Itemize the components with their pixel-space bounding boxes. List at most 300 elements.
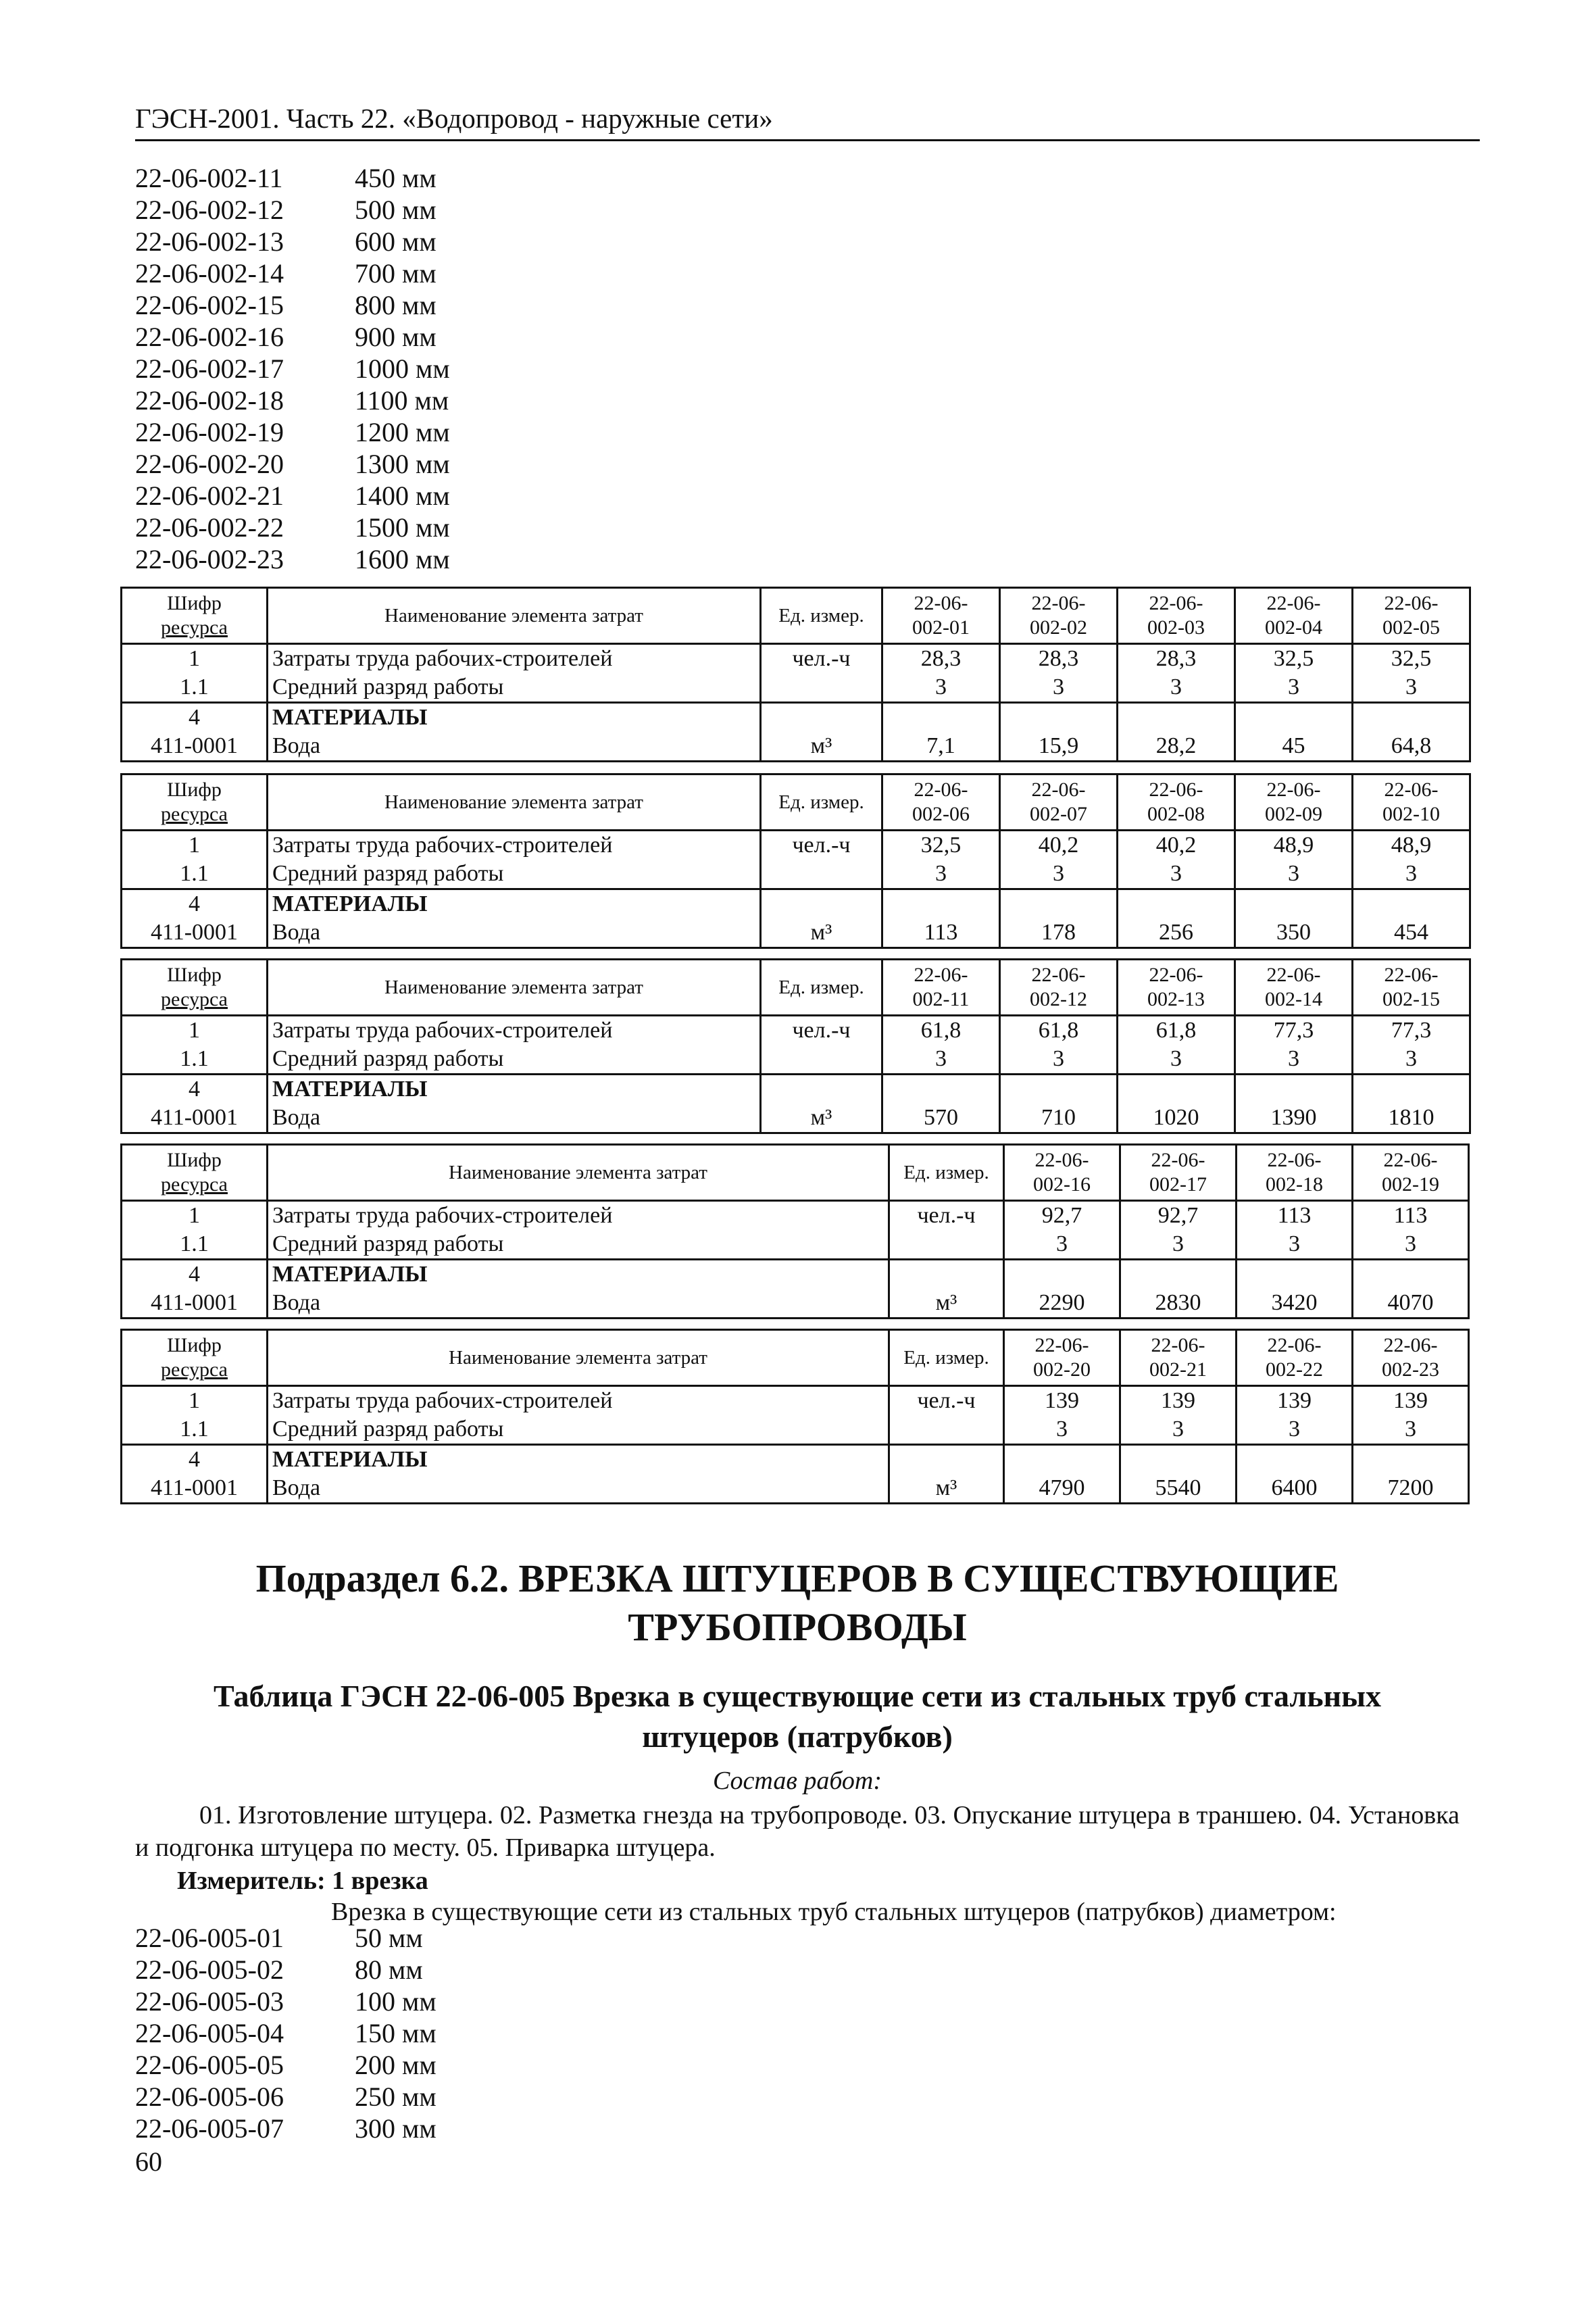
table-row: [122, 1201, 1469, 1231]
resource-name-cell: МАТЕРИАЛЫ: [268, 703, 761, 733]
table-header-row: [122, 774, 1470, 831]
resource-code-cell: 1: [122, 1201, 268, 1231]
unit-cell: [761, 1045, 882, 1075]
cipher-header-line2: ресурса: [161, 803, 228, 825]
section-title: [135, 1554, 1460, 1652]
labor-value-cell: 32,5: [1235, 644, 1353, 674]
page-header: ГЭСН-2001. Часть 22. «Водопровод - наружные сети»: [135, 101, 1480, 141]
labor-value-cell: 61,8: [882, 1016, 1000, 1045]
grade-value-cell: 3: [882, 860, 1000, 889]
empty-value-cell: [1237, 1445, 1353, 1475]
norm-code-header: [1120, 1330, 1237, 1386]
work-composition-label: Состав работ:: [712, 1767, 882, 1795]
norm-code-line2: 002-09: [1265, 803, 1322, 825]
labor-value-cell: 40,2: [1118, 831, 1235, 860]
table-header-row: [122, 960, 1470, 1016]
list-item-size: 1200 мм: [355, 417, 450, 447]
list-item-size: 50 мм: [355, 1923, 423, 1953]
norm-table-2: [120, 773, 1471, 949]
labor-value-cell: 32,5: [882, 831, 1000, 860]
list-item-code: 22-06-002-19: [135, 417, 284, 447]
unit-header-cell: Ед. измер.: [761, 588, 882, 644]
empty-value-cell: [1004, 1445, 1120, 1475]
norm-code-line1: 22-06-: [1151, 1334, 1205, 1356]
labor-value-cell: 139: [1004, 1386, 1120, 1416]
norm-code-header: [1235, 588, 1353, 644]
labor-value-cell: 139: [1353, 1386, 1469, 1416]
unit-cell: [889, 1260, 1004, 1289]
list-item-code: 22-06-005-02: [135, 1954, 284, 1985]
norm-table-3: [120, 958, 1471, 1134]
list-item-code: 22-06-005-07: [135, 2113, 284, 2144]
norm-code-line2: 002-22: [1266, 1358, 1323, 1381]
norm-code-line1: 22-06-: [1384, 592, 1439, 614]
empty-value-cell: [1120, 1260, 1237, 1289]
norm-code-line1: 22-06-: [1383, 1149, 1438, 1171]
norm-code-line1: 22-06-: [1267, 1334, 1322, 1356]
cipher-header-line1: Шифр: [167, 592, 222, 614]
labor-value-cell: 61,8: [1000, 1016, 1118, 1045]
unit-cell: чел.-ч: [761, 831, 882, 860]
empty-value-cell: [1235, 889, 1353, 919]
norm-code-line1: 22-06-: [1383, 1334, 1438, 1356]
section-title-line2: ТРУБОПРОВОДЫ: [628, 1605, 967, 1649]
list-item-code: 22-06-002-17: [135, 353, 284, 384]
list-item-size: 250 мм: [355, 2082, 437, 2112]
grade-value-cell: 3: [1235, 1045, 1353, 1075]
norm-code-line2: 002-13: [1147, 988, 1205, 1010]
empty-value-cell: [1118, 1075, 1235, 1104]
list-item-size: 500 мм: [355, 195, 437, 225]
unit-cell: [889, 1415, 1004, 1445]
grade-value-cell: 3: [1237, 1415, 1353, 1445]
list-item: [135, 226, 450, 257]
resource-name-cell: МАТЕРИАЛЫ: [268, 889, 761, 919]
table-row: [122, 1104, 1470, 1133]
list-item-size: 1500 мм: [355, 512, 450, 543]
resource-name-cell: Затраты труда рабочих-строителей: [268, 1201, 889, 1231]
resource-code-cell: 411-0001: [122, 1474, 268, 1504]
grade-value-cell: 3: [1004, 1230, 1120, 1260]
norm-code-line1: 22-06-: [914, 592, 968, 614]
norm-code-header: [1237, 1330, 1353, 1386]
resource-name-cell: Затраты труда рабочих-строителей: [268, 1386, 889, 1416]
table-row: [122, 1386, 1469, 1416]
water-value-cell: 28,2: [1118, 732, 1235, 762]
list-item-size: 1400 мм: [355, 481, 450, 511]
resource-name-cell: Вода: [268, 918, 761, 948]
norm-code-header: [1000, 774, 1118, 831]
water-value-cell: 15,9: [1000, 732, 1118, 762]
norm-code-line1: 22-06-: [1034, 1149, 1089, 1171]
empty-value-cell: [1000, 1075, 1118, 1104]
unit-cell: [761, 860, 882, 889]
list-item: [135, 480, 450, 512]
unit-cell: [761, 703, 882, 733]
empty-value-cell: [1353, 1075, 1470, 1104]
list-item: [135, 543, 450, 575]
norm-code-line1: 22-06-: [1267, 1149, 1322, 1171]
norm-code-line2: 002-01: [912, 616, 970, 639]
list-item-size: 600 мм: [355, 226, 437, 257]
resource-name-cell: Средний разряд работы: [268, 1045, 761, 1075]
list-item: [135, 416, 450, 448]
unit-header-cell: Ед. измер.: [761, 774, 882, 831]
empty-value-cell: [1235, 703, 1353, 733]
section-title-line1: Подраздел 6.2. ВРЕЗКА ШТУЦЕРОВ В СУЩЕСТВУЮЩИЕ: [255, 1556, 1339, 1600]
norm-code-line2: 002-11: [912, 988, 970, 1010]
resource-name-cell: МАТЕРИАЛЫ: [268, 1445, 889, 1475]
table-row: [122, 918, 1470, 948]
norm-code-header: [882, 960, 1000, 1016]
norm-code-line2: 002-17: [1149, 1173, 1207, 1196]
grade-value-cell: 3: [1235, 673, 1353, 703]
grade-value-cell: 3: [1353, 1230, 1469, 1260]
grade-value-cell: 3: [1000, 1045, 1118, 1075]
grade-value-cell: 3: [1237, 1230, 1353, 1260]
list-item-size: 100 мм: [355, 1986, 437, 2017]
labor-value-cell: 28,3: [1118, 644, 1235, 674]
grade-value-cell: 3: [1120, 1415, 1237, 1445]
labor-value-cell: 40,2: [1000, 831, 1118, 860]
table-header-row: [122, 1145, 1469, 1201]
norm-code-line2: 002-02: [1030, 616, 1087, 639]
list-item: [135, 2113, 437, 2144]
cipher-header-line2: ресурса: [161, 1358, 228, 1381]
resource-name-cell: Средний разряд работы: [268, 860, 761, 889]
labor-value-cell: 77,3: [1235, 1016, 1353, 1045]
unit-cell: м³: [889, 1474, 1004, 1504]
resource-name-cell: Затраты труда рабочих-строителей: [268, 831, 761, 860]
table-row: [122, 673, 1470, 703]
labor-value-cell: 139: [1120, 1386, 1237, 1416]
norm-code-line2: 002-18: [1266, 1173, 1323, 1196]
resource-code-cell: 1: [122, 1016, 268, 1045]
water-value-cell: 3420: [1237, 1289, 1353, 1319]
grade-value-cell: 3: [1118, 673, 1235, 703]
table-row: [122, 860, 1470, 889]
list-item-code: 22-06-005-05: [135, 2050, 284, 2080]
norm-code-line1: 22-06-: [1266, 779, 1321, 801]
resource-code-cell: 4: [122, 1075, 268, 1104]
cipher-header-cell: [122, 1145, 268, 1201]
list-item-code: 22-06-005-06: [135, 2082, 284, 2112]
cipher-header-line2: ресурса: [161, 1173, 228, 1196]
cipher-header-line2: ресурса: [161, 988, 228, 1010]
norm-code-line2: 002-06: [912, 803, 970, 825]
water-value-cell: 454: [1353, 918, 1470, 948]
norm-code-header: [1004, 1145, 1120, 1201]
labor-value-cell: 113: [1353, 1201, 1469, 1231]
resource-code-cell: 411-0001: [122, 1104, 268, 1133]
list-item-size: 1100 мм: [355, 385, 449, 416]
unit-cell: [889, 1445, 1004, 1475]
resource-name-cell: Вода: [268, 1104, 761, 1133]
table-row: [122, 1230, 1469, 1260]
norm-table-4: [120, 1143, 1470, 1319]
empty-value-cell: [1353, 889, 1470, 919]
water-value-cell: 5540: [1120, 1474, 1237, 1504]
resource-name-cell: Средний разряд работы: [268, 1415, 889, 1445]
cipher-header-line1: Шифр: [167, 1149, 222, 1171]
norm-code-line1: 22-06-: [1384, 964, 1439, 986]
table-title-line1: Таблица ГЭСН 22-06-005 Врезка в существующие сети из стальных труб стальных: [213, 1679, 1381, 1713]
list-item: [135, 162, 450, 194]
list-item-size: 1000 мм: [355, 353, 450, 384]
water-value-cell: 256: [1118, 918, 1235, 948]
list-item: [135, 2049, 437, 2081]
empty-value-cell: [1118, 703, 1235, 733]
list-item: [135, 194, 450, 226]
empty-value-cell: [1120, 1445, 1237, 1475]
resource-name-cell: Вода: [268, 1289, 889, 1319]
resource-code-cell: 1.1: [122, 1230, 268, 1260]
resource-code-cell: 411-0001: [122, 918, 268, 948]
norm-code-line2: 002-14: [1265, 988, 1322, 1010]
norm-code-line1: 22-06-: [1151, 1149, 1205, 1171]
list-item-code: 22-06-002-15: [135, 290, 284, 320]
meter-label: Измеритель: 1 врезка: [177, 1867, 428, 1895]
empty-value-cell: [882, 889, 1000, 919]
labor-value-cell: 28,3: [882, 644, 1000, 674]
table-row: [122, 831, 1470, 860]
norm-code-header: [1000, 960, 1118, 1016]
work-composition-text: 01. Изготовление штуцера. 02. Разметка гнезда на трубопроводе. 03. Опускание штуцера в траншею. 04. Установка и подгонка штуцера по месту. 05. Приварка штуцера.: [135, 1801, 1460, 1862]
list-item: [135, 257, 450, 289]
norm-code-line1: 22-06-: [1031, 779, 1086, 801]
resource-name-cell: Затраты труда рабочих-строителей: [268, 1016, 761, 1045]
table-header-row: [122, 1330, 1469, 1386]
norm-code-line2: 002-08: [1147, 803, 1205, 825]
cipher-header-line1: Шифр: [167, 779, 222, 801]
list-item-code: 22-06-002-11: [135, 163, 283, 193]
water-value-cell: 350: [1235, 918, 1353, 948]
list-item-code: 22-06-005-03: [135, 1986, 284, 2017]
labor-value-cell: 28,3: [1000, 644, 1118, 674]
norm-code-header: [1353, 960, 1470, 1016]
norm-code-line1: 22-06-: [1149, 964, 1203, 986]
resource-code-cell: 1.1: [122, 860, 268, 889]
norm-code-line2: 002-19: [1382, 1173, 1439, 1196]
unit-header-cell: Ед. измер.: [761, 960, 882, 1016]
norm-code-line2: 002-07: [1030, 803, 1087, 825]
empty-value-cell: [1118, 889, 1235, 919]
name-header-cell: Наименование элемента затрат: [268, 1145, 889, 1201]
list-item-code: 22-06-002-14: [135, 258, 284, 289]
list-item-code: 22-06-002-22: [135, 512, 284, 543]
diameter-list-1: [135, 162, 450, 575]
water-value-cell: 2290: [1004, 1289, 1120, 1319]
norm-code-header: [882, 588, 1000, 644]
unit-cell: [761, 673, 882, 703]
grade-value-cell: 3: [1353, 1045, 1470, 1075]
list-item-code: 22-06-002-23: [135, 544, 284, 574]
water-value-cell: 1810: [1353, 1104, 1470, 1133]
water-value-cell: 64,8: [1353, 732, 1470, 762]
empty-value-cell: [1004, 1260, 1120, 1289]
norm-code-line1: 22-06-: [914, 779, 968, 801]
resource-code-cell: 1.1: [122, 1415, 268, 1445]
norm-code-line2: 002-16: [1033, 1173, 1091, 1196]
empty-value-cell: [1235, 1075, 1353, 1104]
norm-code-header: [1118, 960, 1235, 1016]
norm-code-header: [1000, 588, 1118, 644]
labor-value-cell: 32,5: [1353, 644, 1470, 674]
unit-cell: м³: [761, 732, 882, 762]
diameter-list-2: [135, 1922, 437, 2144]
norm-code-header: [1235, 774, 1353, 831]
unit-cell: м³: [761, 1104, 882, 1133]
empty-value-cell: [1353, 703, 1470, 733]
water-value-cell: 113: [882, 918, 1000, 948]
resource-code-cell: 1.1: [122, 673, 268, 703]
labor-value-cell: 92,7: [1120, 1201, 1237, 1231]
list-item: [135, 2081, 437, 2113]
list-item: [135, 353, 450, 385]
norm-code-line1: 22-06-: [1266, 964, 1321, 986]
resource-code-cell: 1.1: [122, 1045, 268, 1075]
list-item-size: 450 мм: [355, 163, 437, 193]
resource-code-cell: 4: [122, 703, 268, 733]
table-row: [122, 1289, 1469, 1319]
water-value-cell: 570: [882, 1104, 1000, 1133]
list-item: [135, 1922, 437, 1954]
table-title-line2: штуцеров (патрубков): [642, 1719, 953, 1754]
name-header-cell: Наименование элемента затрат: [268, 960, 761, 1016]
resource-code-cell: 1: [122, 831, 268, 860]
list-item: [135, 321, 450, 353]
resource-name-cell: Затраты труда рабочих-строителей: [268, 644, 761, 674]
water-value-cell: 7,1: [882, 732, 1000, 762]
resource-code-cell: 4: [122, 1260, 268, 1289]
resource-name-cell: Вода: [268, 1474, 889, 1504]
cipher-header-line1: Шифр: [167, 1334, 222, 1356]
cipher-header-cell: [122, 588, 268, 644]
norm-code-line2: 002-12: [1030, 988, 1087, 1010]
unit-cell: [761, 889, 882, 919]
name-header-cell: Наименование элемента затрат: [268, 1330, 889, 1386]
norm-table-1: [120, 587, 1471, 762]
table-row: [122, 1445, 1469, 1475]
norm-code-line1: 22-06-: [1149, 592, 1203, 614]
water-value-cell: 7200: [1353, 1474, 1469, 1504]
resource-code-cell: 411-0001: [122, 732, 268, 762]
table-row: [122, 1045, 1470, 1075]
grade-value-cell: 3: [1118, 1045, 1235, 1075]
water-value-cell: 1390: [1235, 1104, 1353, 1133]
unit-cell: чел.-ч: [889, 1201, 1004, 1231]
grade-value-cell: 3: [882, 673, 1000, 703]
resource-code-cell: 1: [122, 1386, 268, 1416]
page-number: 60: [135, 2146, 162, 2177]
water-value-cell: 4790: [1004, 1474, 1120, 1504]
list-item-size: 700 мм: [355, 258, 437, 289]
labor-value-cell: 61,8: [1118, 1016, 1235, 1045]
table-row: [122, 1075, 1470, 1104]
grade-value-cell: 3: [1118, 860, 1235, 889]
unit-cell: м³: [761, 918, 882, 948]
water-value-cell: 6400: [1237, 1474, 1353, 1504]
norm-code-line2: 002-23: [1382, 1358, 1439, 1381]
unit-cell: чел.-ч: [889, 1386, 1004, 1416]
water-value-cell: 710: [1000, 1104, 1118, 1133]
list-item-code: 22-06-002-20: [135, 449, 284, 479]
grade-value-cell: 3: [882, 1045, 1000, 1075]
list-item: [135, 2017, 437, 2049]
unit-cell: [889, 1230, 1004, 1260]
unit-cell: чел.-ч: [761, 644, 882, 674]
norm-code-line1: 22-06-: [1384, 779, 1439, 801]
empty-value-cell: [1000, 703, 1118, 733]
resource-code-cell: 4: [122, 889, 268, 919]
table-row: [122, 1415, 1469, 1445]
norm-code-line2: 002-15: [1382, 988, 1440, 1010]
grade-value-cell: 3: [1353, 673, 1470, 703]
labor-value-cell: 113: [1237, 1201, 1353, 1231]
cipher-header-cell: [122, 1330, 268, 1386]
cipher-header-cell: [122, 960, 268, 1016]
norm-code-header: [1353, 1145, 1469, 1201]
list-item-code: 22-06-005-01: [135, 1923, 284, 1953]
water-value-cell: 178: [1000, 918, 1118, 948]
empty-value-cell: [882, 703, 1000, 733]
list-item-code: 22-06-002-12: [135, 195, 284, 225]
unit-cell: [761, 1075, 882, 1104]
norm-code-line2: 002-10: [1382, 803, 1440, 825]
cipher-header-line2: ресурса: [161, 616, 228, 639]
resource-name-cell: Средний разряд работы: [268, 673, 761, 703]
list-item-size: 800 мм: [355, 290, 437, 320]
empty-value-cell: [1353, 1445, 1469, 1475]
list-item-size: 200 мм: [355, 2050, 437, 2080]
resource-code-cell: 1: [122, 644, 268, 674]
norm-code-line2: 002-20: [1033, 1358, 1091, 1381]
list-item: [135, 289, 450, 321]
list-item-code: 22-06-002-13: [135, 226, 284, 257]
list-item-size: 300 мм: [355, 2113, 437, 2144]
list-item: [135, 1954, 437, 1986]
norm-code-header: [1237, 1145, 1353, 1201]
norm-code-line2: 002-03: [1147, 616, 1205, 639]
table-row: [122, 644, 1470, 674]
norm-code-header: [1235, 960, 1353, 1016]
water-value-cell: 45: [1235, 732, 1353, 762]
norm-code-header: [1353, 588, 1470, 644]
table-row: [122, 1016, 1470, 1045]
norm-code-line1: 22-06-: [914, 964, 968, 986]
grade-value-cell: 3: [1235, 860, 1353, 889]
empty-value-cell: [882, 1075, 1000, 1104]
list-item-code: 22-06-002-18: [135, 385, 284, 416]
meter-description: Врезка в существующие сети из стальных труб стальных штуцеров (патрубков) диаметром:: [331, 1898, 1337, 1926]
labor-value-cell: 92,7: [1004, 1201, 1120, 1231]
list-item-size: 900 мм: [355, 322, 437, 352]
list-item-size: 80 мм: [355, 1954, 423, 1985]
table-row: [122, 1474, 1469, 1504]
labor-value-cell: 139: [1237, 1386, 1353, 1416]
norm-code-line2: 002-21: [1149, 1358, 1207, 1381]
water-value-cell: 1020: [1118, 1104, 1235, 1133]
cipher-header-line1: Шифр: [167, 964, 222, 986]
table-row: [122, 889, 1470, 919]
grade-value-cell: 3: [1000, 673, 1118, 703]
grade-value-cell: 3: [1120, 1230, 1237, 1260]
labor-value-cell: 77,3: [1353, 1016, 1470, 1045]
name-header-cell: Наименование элемента затрат: [268, 774, 761, 831]
list-item-code: 22-06-002-16: [135, 322, 284, 352]
unit-cell: м³: [889, 1289, 1004, 1319]
resource-name-cell: МАТЕРИАЛЫ: [268, 1260, 889, 1289]
